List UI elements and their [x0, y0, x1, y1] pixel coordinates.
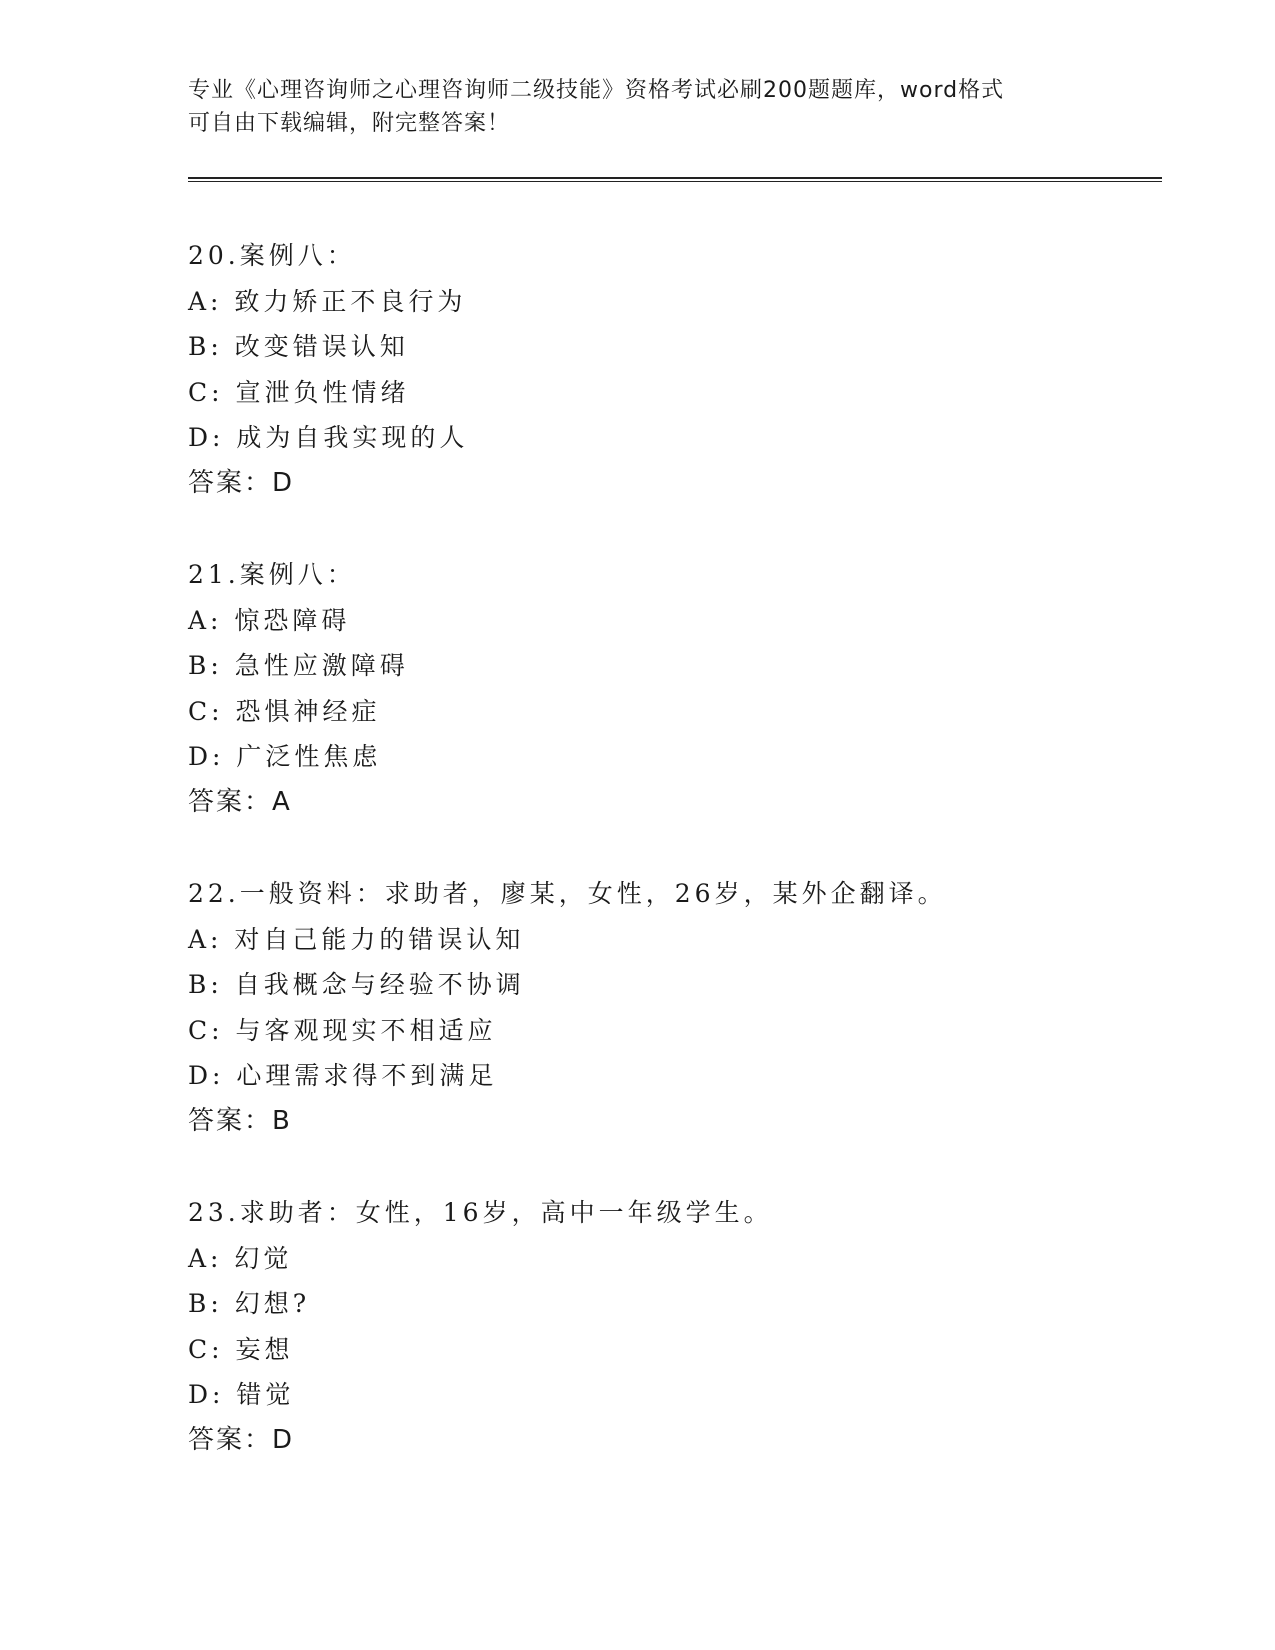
option-b: B: 自我概念与经验不协调 [188, 970, 525, 999]
header-divider [188, 177, 1162, 182]
question-stem: 20.案例八： [188, 241, 356, 270]
option-d: D: 成为自我实现的人 [188, 423, 469, 452]
document-header [188, 74, 1088, 140]
header-line-2: 可自由下载编辑，附完整答案！ [188, 111, 511, 136]
option-d: D: 广泛性焦虑 [188, 742, 382, 771]
option-c: C: 妄想 [188, 1334, 294, 1364]
option-b: B: 幻想? [188, 1289, 311, 1318]
option-a: A: 致力矫正不良行为 [188, 286, 467, 316]
question-23 [188, 1190, 1148, 1463]
option-c: C: 与客观现实不相适应 [188, 1015, 497, 1045]
option-b: B: 改变错误认知 [188, 332, 409, 361]
answer-line: 答案：D [188, 467, 295, 498]
answer-line: 答案：D [188, 1424, 295, 1455]
question-list [188, 233, 1148, 1509]
option-c: C: 恐惧神经症 [188, 696, 381, 726]
question-stem: 23.求助者：女性，16岁，高中一年级学生。 [188, 1198, 773, 1227]
option-a: A: 幻觉 [188, 1243, 293, 1273]
answer-line: 答案：A [188, 786, 292, 817]
question-22 [188, 871, 1148, 1144]
option-a: A: 对自己能力的错误认知 [188, 924, 525, 954]
question-20 [188, 233, 1148, 506]
question-stem: 22.一般资料：求助者，廖某，女性，26岁，某外企翻译。 [188, 879, 947, 908]
question-21 [188, 552, 1148, 825]
option-d: D: 错觉 [188, 1380, 295, 1409]
option-b: B: 急性应激障碍 [188, 651, 409, 680]
option-d: D: 心理需求得不到满足 [188, 1061, 498, 1090]
option-c: C: 宣泄负性情绪 [188, 377, 410, 407]
answer-line: 答案：B [188, 1105, 292, 1136]
header-line-1: 专业《心理咨询师之心理咨询师二级技能》资格考试必刷200题题库，word格式 [188, 78, 1005, 103]
question-stem: 21.案例八： [188, 560, 356, 589]
option-a: A: 惊恐障碍 [188, 605, 351, 635]
